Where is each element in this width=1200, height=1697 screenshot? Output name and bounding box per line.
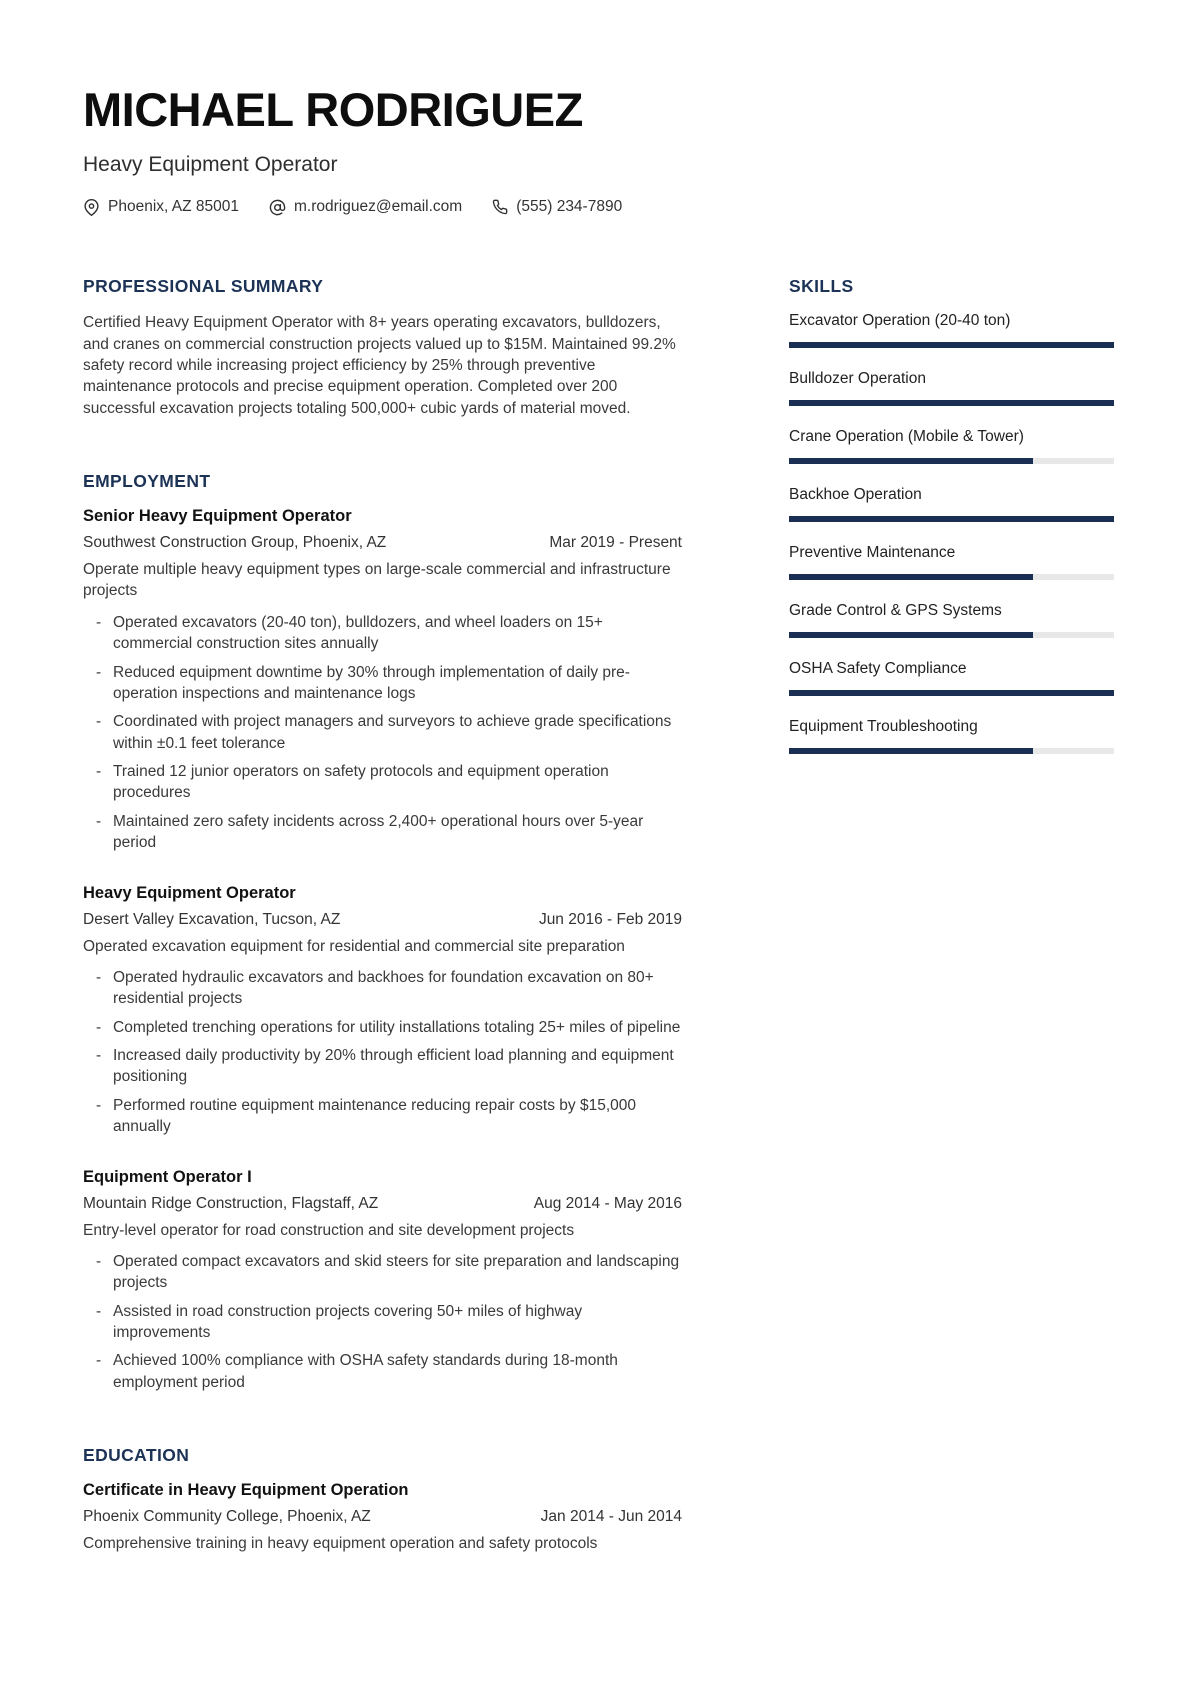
job-title: Equipment Operator I <box>83 1167 252 1186</box>
skill-label: Crane Operation (Mobile & Tower) <box>789 428 1024 446</box>
skill-item <box>789 718 1114 754</box>
education-dates: Jan 2014 - Jun 2014 <box>540 1508 682 1526</box>
job-entry <box>83 1168 682 1394</box>
education-school: Phoenix Community College, Phoenix, AZ <box>83 1508 371 1526</box>
job-bullets <box>83 612 682 854</box>
job-company: Mountain Ridge Construction, Flagstaff, AZ <box>83 1194 379 1212</box>
skill-bar-track <box>789 574 1114 580</box>
section-professional-summary <box>83 276 682 419</box>
location-pin-icon <box>83 199 100 216</box>
summary-heading: PROFESSIONAL SUMMARY <box>83 276 324 297</box>
section-education <box>83 1445 682 1554</box>
skill-bar-track <box>789 632 1114 638</box>
contact-phone <box>492 198 622 216</box>
right-column <box>789 276 1114 1554</box>
skill-bar-fill <box>789 574 1033 580</box>
job-description: Operated excavation equipment for residential and commercial site preparation <box>83 937 625 955</box>
skill-label: OSHA Safety Compliance <box>789 660 967 678</box>
job-bullets <box>83 967 682 1138</box>
education-degree: Certificate in Heavy Equipment Operation <box>83 1481 409 1500</box>
skill-bar-track <box>789 748 1114 754</box>
education-heading: EDUCATION <box>83 1445 190 1466</box>
skill-bar-fill <box>789 690 1114 696</box>
skill-bar-track <box>789 516 1114 522</box>
job-bullet: - Trained 12 junior operators on safety protocols and equipment operation procedures <box>83 761 682 804</box>
contact-email-text: m.rodriguez@email.com <box>294 198 463 216</box>
skill-bar-fill <box>789 632 1033 638</box>
job-bullet: - Completed trenching operations for utility installations totaling 25+ miles of pipeline <box>83 1017 682 1038</box>
phone-icon <box>492 199 508 215</box>
skill-label: Backhoe Operation <box>789 486 922 504</box>
job-meta <box>83 534 682 552</box>
contact-row <box>83 198 1113 216</box>
job-bullet: - Reduced equipment downtime by 30% through implementation of daily pre-operation inspections and maintenance logs <box>83 662 682 705</box>
job-bullet: - Operated compact excavators and skid steers for site preparation and landscaping projects <box>83 1251 682 1294</box>
job-dates: Aug 2014 - May 2016 <box>533 1194 682 1212</box>
job-bullet: - Performed routine equipment maintenance reducing repair costs by $15,000 annually <box>83 1095 682 1138</box>
job-dates: Mar 2019 - Present <box>549 534 682 551</box>
job-bullet: - Assisted in road construction projects covering 50+ miles of highway improvements <box>83 1301 682 1344</box>
contact-email <box>269 198 462 216</box>
person-job-title: Heavy Equipment Operator <box>83 152 338 176</box>
resume-header <box>83 83 1113 216</box>
employment-heading: EMPLOYMENT <box>83 471 211 491</box>
skill-bar-fill <box>789 458 1033 464</box>
job-bullet: - Operated excavators (20-40 ton), bulldozers, and wheel loaders on 15+ commercial construction sites annually <box>83 612 682 655</box>
job-bullets <box>83 1251 682 1393</box>
skill-item <box>789 602 1114 638</box>
education-meta <box>83 1508 682 1526</box>
skills-heading: SKILLS <box>789 276 854 297</box>
skill-item <box>789 486 1114 522</box>
job-company: Southwest Construction Group, Phoenix, AZ <box>83 534 387 551</box>
contact-location <box>83 198 239 216</box>
skill-label: Grade Control & GPS Systems <box>789 602 1002 620</box>
job-meta <box>83 1195 682 1213</box>
skill-bar-fill <box>789 748 1033 754</box>
skill-bar-fill <box>789 516 1114 522</box>
job-company: Desert Valley Excavation, Tucson, AZ <box>83 910 341 928</box>
education-description: Comprehensive training in heavy equipment operation and safety protocols <box>83 1535 598 1553</box>
education-entry <box>83 1481 682 1554</box>
skill-item <box>789 428 1114 464</box>
job-description: Operate multiple heavy equipment types on large-scale commercial and infrastructure projects <box>83 561 671 600</box>
job-title: Senior Heavy Equipment Operator <box>83 507 352 525</box>
skill-label: Equipment Troubleshooting <box>789 718 978 736</box>
skill-item <box>789 660 1114 696</box>
skill-bar-fill <box>789 400 1114 406</box>
job-title: Heavy Equipment Operator <box>83 883 296 902</box>
skill-label: Bulldozer Operation <box>789 370 926 388</box>
at-sign-icon <box>269 199 286 216</box>
skill-item <box>789 370 1114 406</box>
skill-bar-track <box>789 400 1114 406</box>
skill-item <box>789 312 1114 348</box>
job-bullet: - Increased daily productivity by 20% through efficient load planning and equipment positioning <box>83 1045 682 1088</box>
person-name: MICHAEL RODRIGUEZ <box>83 83 583 136</box>
contact-phone-text: (555) 234-7890 <box>516 198 623 216</box>
job-bullet: - Maintained zero safety incidents across 2,400+ operational hours over 5-year period <box>83 811 682 854</box>
skill-bar-track <box>789 690 1114 696</box>
job-bullet: - Achieved 100% compliance with OSHA safety standards during 18-month employment period <box>83 1350 682 1393</box>
skill-label: Excavator Operation (20-40 ton) <box>789 312 1011 330</box>
skill-bar-track <box>789 342 1114 348</box>
skill-label: Preventive Maintenance <box>789 544 956 562</box>
job-description: Entry-level operator for road construction and site development projects <box>83 1221 575 1239</box>
main-columns <box>83 276 1113 1554</box>
left-column <box>83 276 682 1554</box>
summary-text: Certified Heavy Equipment Operator with 8+ years operating excavators, bulldozers, and cranes on commercial construction projects valued up to $15M. Maintained 99.2% safety record while increasing project efficiency by 25% through preventive maintenance protocols and precise equipment operation. Completed over 200 successful excavation projects totaling 500,000+ cubic yards of material moved. <box>83 314 676 417</box>
section-skills <box>789 276 1114 754</box>
section-employment <box>83 471 682 1393</box>
job-bullet: - Operated hydraulic excavators and backhoes for foundation excavation on 80+ residential projects <box>83 967 682 1010</box>
skill-bar-fill <box>789 342 1114 348</box>
job-entry <box>83 507 682 854</box>
job-dates: Jun 2016 - Feb 2019 <box>538 910 682 928</box>
job-bullet: - Coordinated with project managers and surveyors to achieve grade specifications within ±0.1 feet tolerance <box>83 711 682 754</box>
skill-bar-track <box>789 458 1114 464</box>
skill-item <box>789 544 1114 580</box>
job-meta <box>83 911 682 929</box>
contact-location-text: Phoenix, AZ 85001 <box>108 198 239 216</box>
job-entry <box>83 884 682 1138</box>
